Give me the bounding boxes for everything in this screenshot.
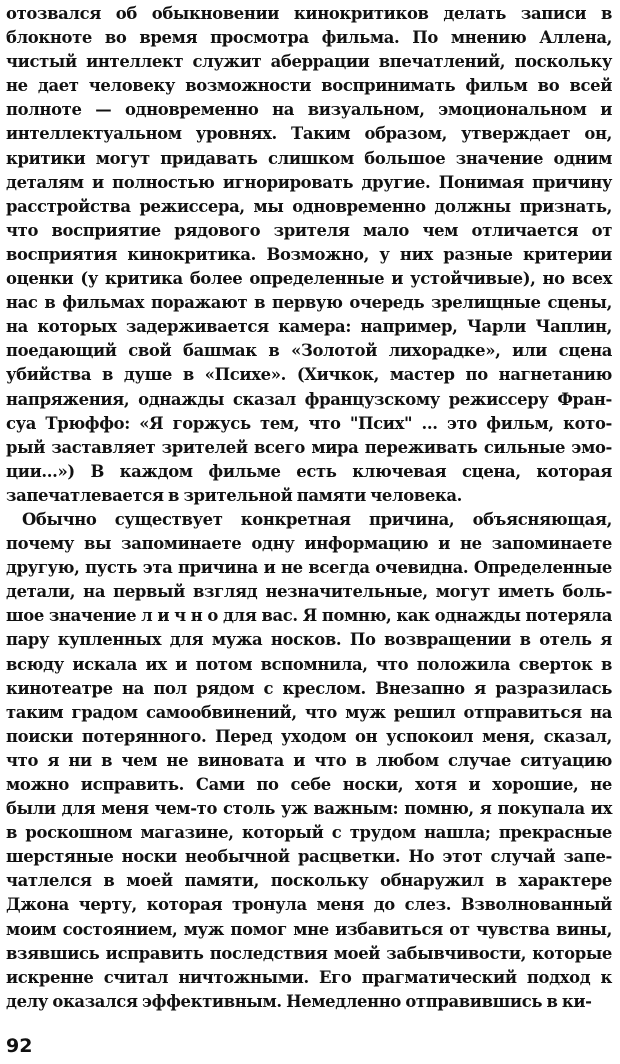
- text-line: полноте — одновременно на визуальном, эмоциональном и: [6, 100, 612, 120]
- text-line: отозвался об обыкновении кинокритиков делать записи в: [6, 4, 612, 23]
- page-number: 92: [6, 1035, 33, 1057]
- text-line: Обычно существует конкретная причина, объясняющая,: [22, 509, 612, 529]
- text-line: деталям и полностью игнорировать другие. Понимая причину: [6, 172, 612, 192]
- text-line: шое значение л и ч н о для вас. Я помню, как однажды потеряла: [6, 606, 612, 626]
- text-line: интеллектуальном уровнях. Таким образом, утверждает он,: [6, 124, 612, 144]
- text-line: чатлелся в моей памяти, поскольку обнаружил в характере: [6, 871, 612, 891]
- text-line: расстройства режиссера, мы одновременно должны признать,: [6, 196, 612, 216]
- text-line: всюду искала их и потом вспомнила, что положила сверток в: [6, 654, 612, 674]
- text-line: что восприятие рядового зрителя мало чем отличается от: [6, 220, 612, 240]
- paragraph: [6, 2, 612, 508]
- text-line: на которых задерживается камера: например, Чарли Чаплин,: [6, 317, 612, 337]
- text-line: убийства в душе в «Психе». (Хичкок, мастер по нагнетанию: [6, 365, 612, 385]
- text-line: оценки (у критика более определенные и устойчивые), но всех: [6, 269, 612, 289]
- text-line: суа Трюффо: «Я горжусь тем, что "Псих" ... это фильм, кото-: [6, 413, 612, 433]
- text-line: шерстяные носки необычной расцветки. Но этот случай запе-: [6, 847, 612, 867]
- text-line: критики могут придавать слишком большое значение одним: [6, 148, 612, 168]
- text-line: кинотеатре на пол рядом с креслом. Внезапно я разразилась: [6, 678, 612, 698]
- text-line: не дает человеку возможности воспринимать фильм во всей: [6, 76, 612, 96]
- body-text: [6, 2, 612, 1014]
- text-line: что я ни в чем не виновата и что в любом случае ситуацию: [6, 750, 612, 770]
- text-line: восприятия кинокритика. Возможно, у них разные критерии: [6, 244, 612, 264]
- text-line: моим состоянием, муж помог мне избавиться от чувства вины,: [6, 919, 612, 939]
- text-line: таким градом самообвинений, что муж решил отправиться на: [6, 702, 612, 722]
- text-line: поиски потерянного. Перед уходом он успокоил меня, сказал,: [6, 726, 612, 746]
- text-line: поедающий свой башмак в «Золотой лихорадке», или сцена: [6, 341, 612, 361]
- text-line: делу оказался эффективным. Немедленно отправившись в ки-: [6, 991, 592, 1011]
- text-line: запечатлевается в зрительной памяти человека.: [6, 485, 463, 505]
- text-line: нас в фильмах поражают в первую очередь зрелищные сцены,: [6, 293, 612, 313]
- text-line: в роскошном магазине, который с трудом нашла; прекрасные: [6, 823, 612, 843]
- text-line: другую, пусть эта причина и не всегда очевидна. Определенные: [6, 558, 612, 578]
- text-line: пару купленных для мужа носков. По возвращении в отель я: [6, 630, 612, 650]
- text-line: можно исправить. Сами по себе носки, хотя и хорошие, не: [6, 775, 612, 794]
- text-line: Джона черту, которая тронула меня до слез. Взволнованный: [6, 895, 612, 915]
- text-line: искренне считал ничтожными. Его прагматический подход к: [6, 967, 612, 987]
- text-line: взявшись исправить последствия моей забывчивости, которые: [6, 943, 612, 963]
- text-line: были для меня чем-то столь уж важным: помню, я покупала их: [6, 799, 612, 819]
- text-line: блокноте во время просмотра фильма. По мнению Аллена,: [6, 28, 612, 48]
- text-line: ции...») В каждом фильме есть ключевая сцена, которая: [6, 461, 612, 481]
- text-line: почему вы запоминаете одну информацию и не запоминаете: [6, 534, 612, 554]
- text-line: чистый интеллект служит аберрации впечатлений, поскольку: [6, 52, 612, 72]
- text-line: рый заставляет зрителей всего мира переживать сильные эмо-: [6, 437, 612, 457]
- paragraph: [6, 508, 612, 1014]
- text-line: напряжения, однажды сказал французскому режиссеру Фран-: [6, 389, 612, 409]
- text-line: детали, на первый взгляд незначительные, могут иметь боль-: [6, 582, 612, 602]
